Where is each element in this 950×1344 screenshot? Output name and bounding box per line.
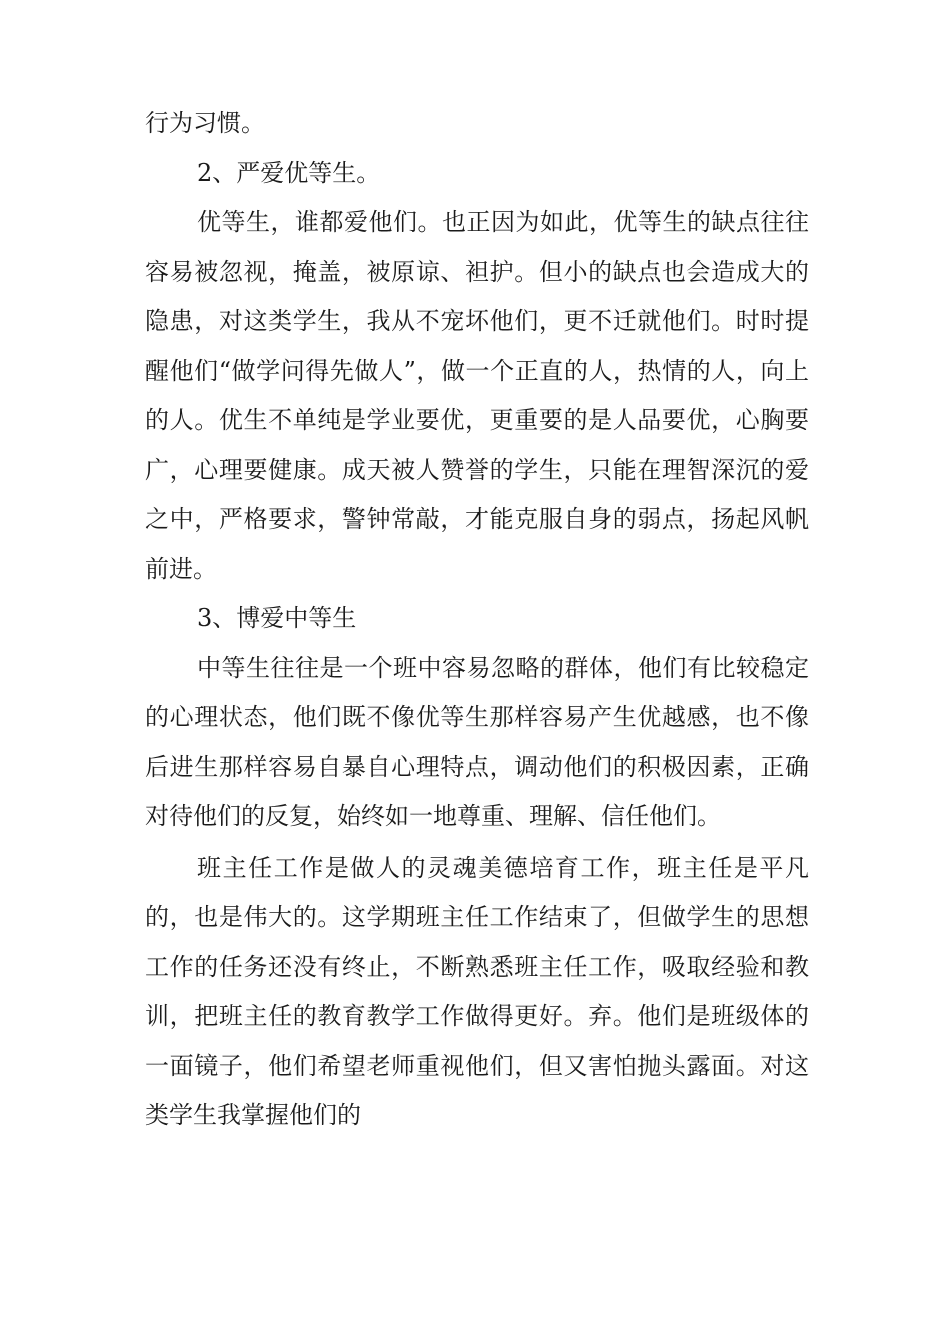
section-heading-2: 2、严爱优等生。 xyxy=(197,158,381,187)
document-body xyxy=(145,99,809,1141)
paragraph-middle-students: 中等生往往是一个班中容易忽略的群体，他们有比较稳定的心理状态，他们既不像优等生那样容易产生优越感，也不像后进生那样容易自暴自心理特点，调动他们的积极因素，正确对待他们的反复，始终如一地尊重、理解、信任他们。 xyxy=(145,653,809,830)
paragraph-conclusion: 班主任工作是做人的灵魂美德培育工作，班主任是平凡的，也是伟大的。这学期班主任工作结束了，但做学生的思想工作的任务还没有终止，不断熟悉班主任工作，吸取经验和教训，把班主任的教育教学工作做得更好。弃。他们是班级体的一面镜子，他们希望老师重视他们，但又害怕抛头露面。对这类学生我掌握他们的 xyxy=(145,853,809,1129)
paragraph-continuation: 行为习惯。 xyxy=(145,109,265,137)
paragraph-top-students: 优等生，谁都爱他们。也正因为如此，优等生的缺点往往容易被忽视，掩盖，被原谅、袒护。但小的缺点也会造成大的隐患，对这类学生，我从不宠坏他们，更不迁就他们。时时提醒他们“做学问得先做人”，做一个正直的人，热情的人，向上的人。优生不单纯是学业要优，更重要的是人品要优，心胸要广，心理要健康。成天被人赞誉的学生，只能在理智深沉的爱之中，严格要求，警钟常敲，才能克服自身的弱点，扬起风帆前进。 xyxy=(145,208,809,583)
section-heading-3: 3、博爱中等生 xyxy=(197,604,357,632)
